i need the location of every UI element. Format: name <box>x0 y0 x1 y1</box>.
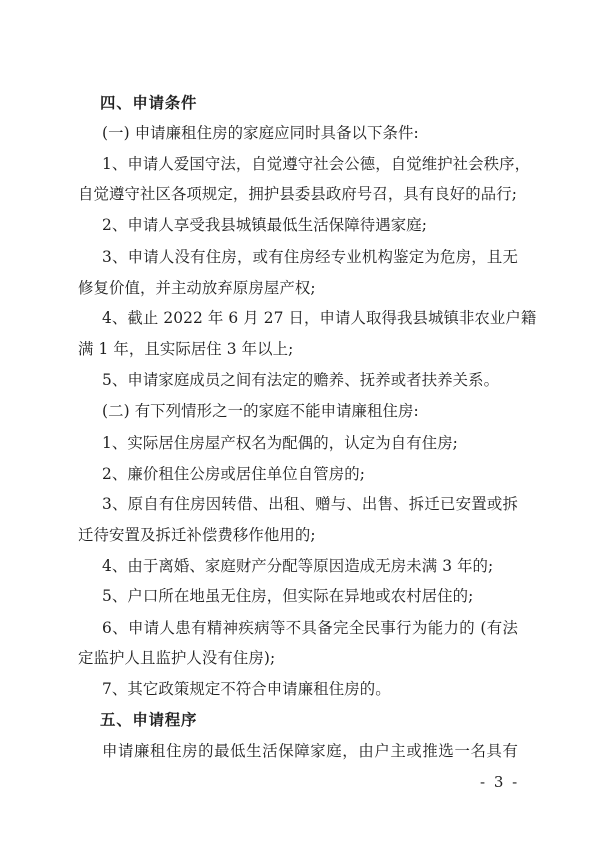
subsection-title-exclusions: (二) 有下列情形之一的家庭不能申请廉租住房: <box>102 402 419 420</box>
exclusion-item-5: 5、户口所在地虽无住房，但实际在异地或农村居住的; <box>102 587 474 605</box>
exclusion-item-6-line-2: 定监护人且监护人没有住房); <box>78 649 276 667</box>
exclusion-item-3-line-1: 3、原自有住房因转借、出租、赠与、出售、拆迁已安置或拆 <box>102 495 518 513</box>
exclusion-item-4: 4、由于离婚、家庭财产分配等原因造成无房未满 3 年的; <box>102 557 494 575</box>
eligibility-item-3-line-2: 修复价值，并主动放弃原房屋产权; <box>78 279 316 297</box>
eligibility-item-3-line-1: 3、申请人没有住房，或有住房经专业机构鉴定为危房，且无 <box>102 248 518 266</box>
procedure-paragraph-line-1: 申请廉租住房的最低生活保障家庭，由户主或推选一名具有 <box>102 742 518 760</box>
eligibility-item-1-line-1: 1、申请人爱国守法，自觉遵守社会公德，自觉维护社会秩序， <box>102 155 531 173</box>
eligibility-item-5: 5、申请家庭成员之间有法定的赡养、抚养或者扶养关系。 <box>102 371 500 389</box>
page-number: - 3 - <box>480 773 520 791</box>
exclusion-item-7: 7、其它政策规定不符合申请廉租住房的。 <box>102 680 391 698</box>
exclusion-item-1: 1、实际居住房屋产权名为配偶的，认定为自有住房; <box>102 434 458 452</box>
subsection-title-eligibility: (一) 申请廉租住房的家庭应同时具备以下条件: <box>102 124 419 142</box>
eligibility-item-1-line-2: 自觉遵守社区各项规定，拥护县委县政府号召，具有良好的品行; <box>78 185 518 203</box>
eligibility-item-4-line-1: 4、截止 2022 年 6 月 27 日，申请人取得我县城镇非农业户籍 <box>102 309 537 327</box>
exclusion-item-3-line-2: 迁待安置及拆迁补偿费移作他用的; <box>78 526 316 544</box>
section-heading-application-procedure: 五、申请程序 <box>100 711 198 729</box>
eligibility-item-4-line-2: 满 1 年，且实际居住 3 年以上; <box>78 340 294 358</box>
section-heading-application-conditions: 四、申请条件 <box>100 94 198 112</box>
exclusion-item-2: 2、廉价租住公房或居住单位自管房的; <box>102 465 366 483</box>
exclusion-item-6-line-1: 6、申请人患有精神疾病等不具备完全民事行为能力的 (有法 <box>102 619 518 637</box>
eligibility-item-2: 2、申请人享受我县城镇最低生活保障待遇家庭; <box>102 216 427 234</box>
